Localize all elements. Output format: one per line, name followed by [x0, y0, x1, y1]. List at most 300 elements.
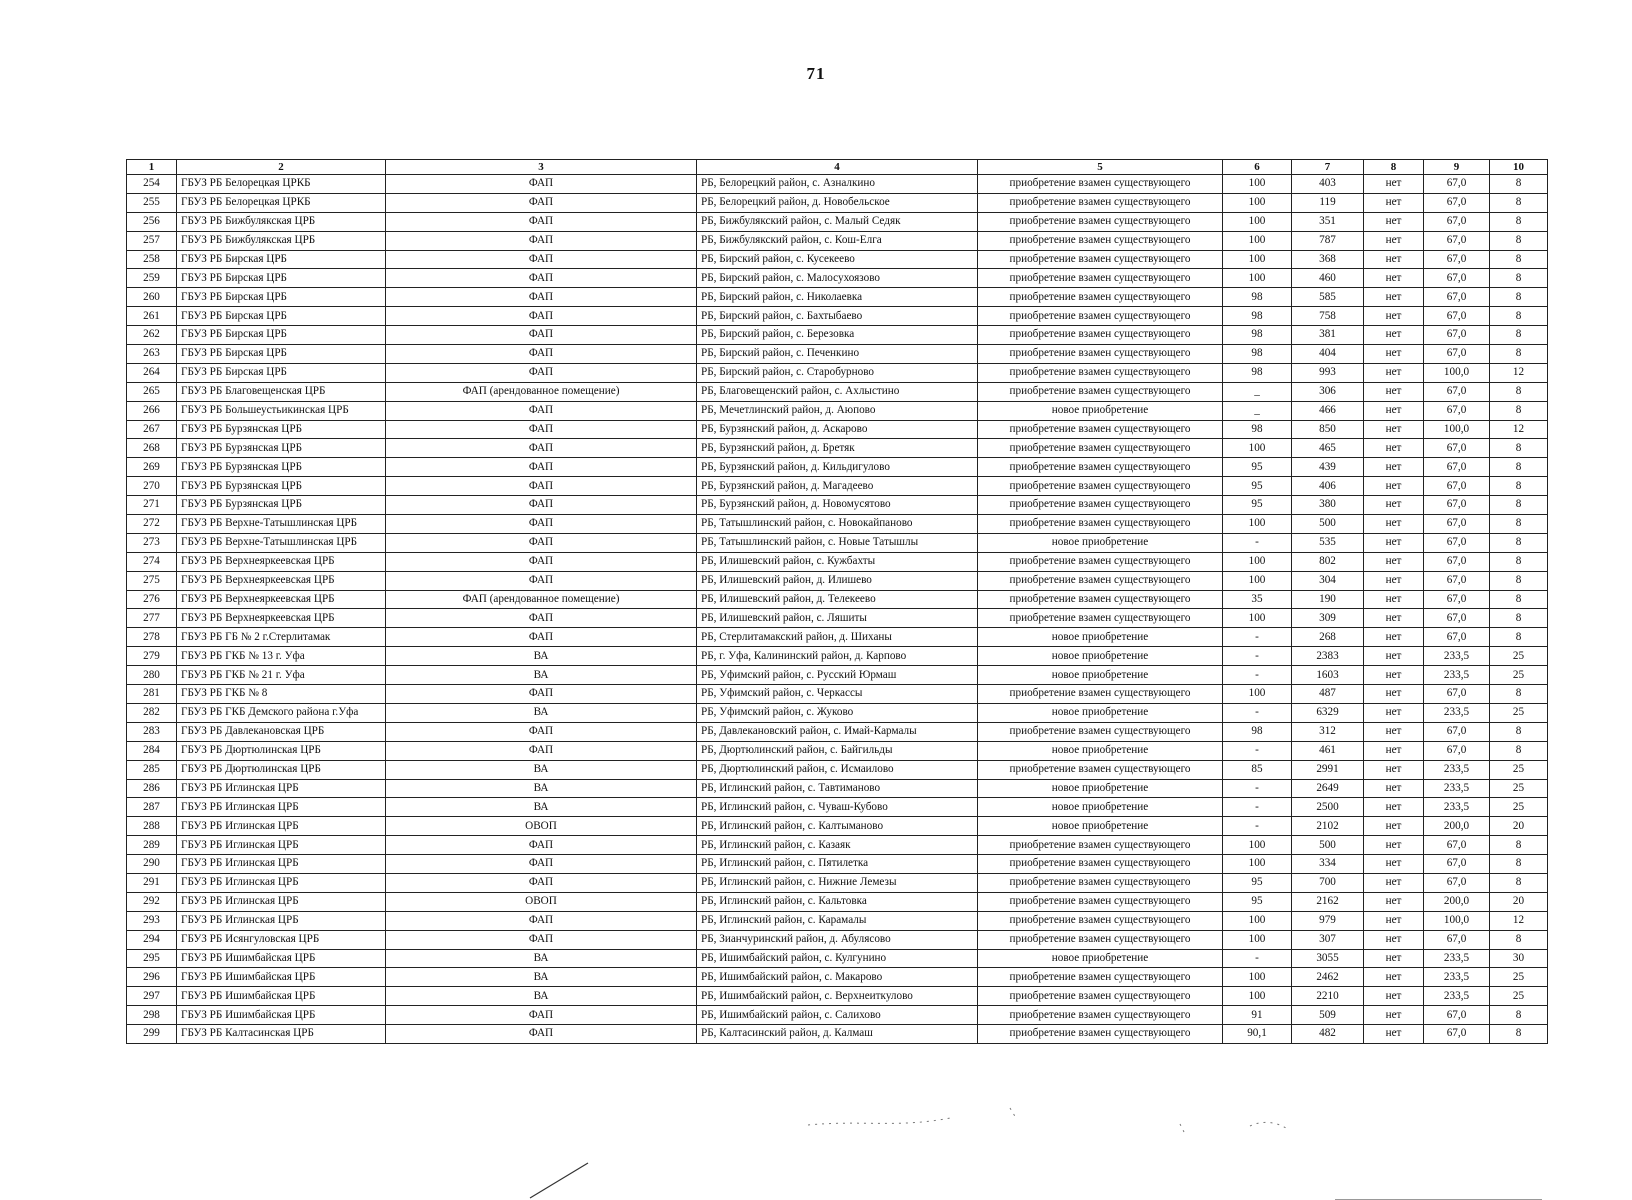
cell-population: 500	[1292, 515, 1364, 534]
cell-address: РБ, Ишимбайский район, с. Верхнеиткулово	[697, 987, 978, 1006]
cell-address: РБ, Иглинский район, с. Кальтовка	[697, 892, 978, 911]
cell-facility-type: ФАП	[386, 496, 697, 515]
cell-capacity: 8	[1490, 930, 1548, 949]
cell-cost: 67,0	[1424, 269, 1490, 288]
cell-address: РБ, Уфимский район, с. Жуково	[697, 703, 978, 722]
cell-wear-percent: 100	[1223, 911, 1292, 930]
cell-institution: ГБУЗ РБ Бижбулякская ЦРБ	[177, 212, 386, 231]
cell-wear-percent: 100	[1223, 571, 1292, 590]
cell-address: РБ, Бурзянский район, д. Новомусятово	[697, 496, 978, 515]
cell-institution: ГБУЗ РБ ГКБ № 21 г. Уфа	[177, 666, 386, 685]
cell-capacity: 25	[1490, 798, 1548, 817]
cell-address: РБ, Давлекановский район, с. Имай-Кармалы	[697, 722, 978, 741]
cell-acquisition-type: приобретение взамен существующего	[978, 212, 1223, 231]
cell-address: РБ, Бурзянский район, д. Бретяк	[697, 439, 978, 458]
column-header-10: 10	[1490, 160, 1548, 175]
cell-institution: ГБУЗ РБ Бурзянская ЦРБ	[177, 439, 386, 458]
cell-wear-percent: _	[1223, 382, 1292, 401]
cell-acquisition-type: приобретение взамен существующего	[978, 307, 1223, 326]
cell-population: 307	[1292, 930, 1364, 949]
cell-address: РБ, Бирский район, с. Малосухоязово	[697, 269, 978, 288]
cell-population: 993	[1292, 363, 1364, 382]
cell-row-number: 292	[127, 892, 177, 911]
cell-facility-type: ФАП	[386, 401, 697, 420]
cell-institution: ГБУЗ РБ Благовещенская ЦРБ	[177, 382, 386, 401]
cell-address: РБ, Бирский район, с. Печенкино	[697, 345, 978, 364]
cell-availability: нет	[1364, 1006, 1424, 1025]
cell-capacity: 8	[1490, 382, 1548, 401]
cell-institution: ГБУЗ РБ Верхнеяркеевская ЦРБ	[177, 590, 386, 609]
cell-address: РБ, Бирский район, с. Бахтыбаево	[697, 307, 978, 326]
cell-wear-percent: 98	[1223, 307, 1292, 326]
cell-population: 309	[1292, 609, 1364, 628]
cell-address: РБ, Илишевский район, с. Кужбахты	[697, 552, 978, 571]
cell-capacity: 8	[1490, 1006, 1548, 1025]
cell-row-number: 295	[127, 949, 177, 968]
cell-acquisition-type: приобретение взамен существующего	[978, 1006, 1223, 1025]
cell-cost: 233,5	[1424, 968, 1490, 987]
cell-capacity: 25	[1490, 987, 1548, 1006]
cell-row-number: 298	[127, 1006, 177, 1025]
cell-acquisition-type: новое приобретение	[978, 949, 1223, 968]
cell-acquisition-type: приобретение взамен существующего	[978, 515, 1223, 534]
cell-acquisition-type: приобретение взамен существующего	[978, 873, 1223, 892]
cell-acquisition-type: приобретение взамен существующего	[978, 420, 1223, 439]
cell-row-number: 259	[127, 269, 177, 288]
cell-cost: 67,0	[1424, 477, 1490, 496]
cell-row-number: 265	[127, 382, 177, 401]
cell-row-number: 296	[127, 968, 177, 987]
cell-population: 758	[1292, 307, 1364, 326]
cell-address: РБ, Иглинский район, с. Нижние Лемезы	[697, 873, 978, 892]
cell-wear-percent: 98	[1223, 326, 1292, 345]
cell-wear-percent: 98	[1223, 722, 1292, 741]
cell-cost: 100,0	[1424, 363, 1490, 382]
cell-availability: нет	[1364, 212, 1424, 231]
cell-capacity: 8	[1490, 193, 1548, 212]
cell-facility-type: ФАП (арендованное помещение)	[386, 382, 697, 401]
cell-address: РБ, Дюртюлинский район, с. Байгильды	[697, 741, 978, 760]
cell-facility-type: ФАП	[386, 458, 697, 477]
cell-wear-percent: 98	[1223, 363, 1292, 382]
cell-institution: ГБУЗ РБ ГКБ № 8	[177, 685, 386, 704]
cell-address: РБ, Бижбулякский район, с. Малый Седяк	[697, 212, 978, 231]
cell-acquisition-type: приобретение взамен существующего	[978, 345, 1223, 364]
cell-wear-percent: 100	[1223, 930, 1292, 949]
cell-facility-type: ФАП	[386, 1025, 697, 1044]
cell-acquisition-type: новое приобретение	[978, 798, 1223, 817]
cell-address: РБ, Ишимбайский район, с. Салихово	[697, 1006, 978, 1025]
cell-facility-type: ФАП (арендованное помещение)	[386, 590, 697, 609]
cell-availability: нет	[1364, 779, 1424, 798]
cell-acquisition-type: приобретение взамен существующего	[978, 496, 1223, 515]
cell-wear-percent: -	[1223, 798, 1292, 817]
cell-availability: нет	[1364, 1025, 1424, 1044]
cell-acquisition-type: приобретение взамен существующего	[978, 968, 1223, 987]
cell-population: 190	[1292, 590, 1364, 609]
cell-cost: 233,5	[1424, 987, 1490, 1006]
cell-facility-type: ФАП	[386, 363, 697, 382]
cell-acquisition-type: приобретение взамен существующего	[978, 193, 1223, 212]
cell-institution: ГБУЗ РБ Бирская ЦРБ	[177, 363, 386, 382]
cell-capacity: 8	[1490, 231, 1548, 250]
cell-acquisition-type: приобретение взамен существующего	[978, 590, 1223, 609]
cell-facility-type: ФАП	[386, 533, 697, 552]
cell-population: 2102	[1292, 817, 1364, 836]
cell-wear-percent: 100	[1223, 269, 1292, 288]
cell-cost: 67,0	[1424, 722, 1490, 741]
cell-population: 2383	[1292, 647, 1364, 666]
cell-address: РБ, Илишевский район, д. Илишево	[697, 571, 978, 590]
cell-institution: ГБУЗ РБ Дюртюлинская ЦРБ	[177, 741, 386, 760]
column-header-7: 7	[1292, 160, 1364, 175]
cell-cost: 67,0	[1424, 458, 1490, 477]
cell-facility-type: ВА	[386, 647, 697, 666]
cell-population: 404	[1292, 345, 1364, 364]
cell-cost: 67,0	[1424, 401, 1490, 420]
cell-availability: нет	[1364, 609, 1424, 628]
cell-population: 1603	[1292, 666, 1364, 685]
cell-institution: ГБУЗ РБ Иглинская ЦРБ	[177, 798, 386, 817]
cell-availability: нет	[1364, 401, 1424, 420]
cell-availability: нет	[1364, 269, 1424, 288]
cell-capacity: 8	[1490, 175, 1548, 194]
cell-availability: нет	[1364, 930, 1424, 949]
cell-cost: 67,0	[1424, 212, 1490, 231]
cell-institution: ГБУЗ РБ Большеустьикинская ЦРБ	[177, 401, 386, 420]
cell-facility-type: ОВОП	[386, 892, 697, 911]
cell-acquisition-type: новое приобретение	[978, 401, 1223, 420]
cell-institution: ГБУЗ РБ Бирская ЦРБ	[177, 250, 386, 269]
cell-facility-type: ФАП	[386, 250, 697, 269]
cell-row-number: 280	[127, 666, 177, 685]
cell-row-number: 290	[127, 855, 177, 874]
cell-wear-percent: 100	[1223, 836, 1292, 855]
cell-wear-percent: 35	[1223, 590, 1292, 609]
cell-facility-type: ФАП	[386, 571, 697, 590]
cell-cost: 67,0	[1424, 345, 1490, 364]
cell-availability: нет	[1364, 326, 1424, 345]
cell-facility-type: ФАП	[386, 269, 697, 288]
cell-institution: ГБУЗ РБ Калтасинская ЦРБ	[177, 1025, 386, 1044]
cell-capacity: 8	[1490, 212, 1548, 231]
cell-row-number: 299	[127, 1025, 177, 1044]
cell-availability: нет	[1364, 703, 1424, 722]
column-header-8: 8	[1364, 160, 1424, 175]
cell-acquisition-type: приобретение взамен существующего	[978, 722, 1223, 741]
cell-population: 535	[1292, 533, 1364, 552]
cell-population: 2210	[1292, 987, 1364, 1006]
cell-availability: нет	[1364, 722, 1424, 741]
cell-facility-type: ФАП	[386, 307, 697, 326]
cell-capacity: 8	[1490, 571, 1548, 590]
cell-row-number: 289	[127, 836, 177, 855]
cell-cost: 100,0	[1424, 911, 1490, 930]
cell-availability: нет	[1364, 496, 1424, 515]
cell-capacity: 8	[1490, 250, 1548, 269]
cell-capacity: 8	[1490, 477, 1548, 496]
cell-population: 380	[1292, 496, 1364, 515]
cell-capacity: 8	[1490, 741, 1548, 760]
cell-wear-percent: _	[1223, 401, 1292, 420]
cell-row-number: 262	[127, 326, 177, 345]
cell-wear-percent: 95	[1223, 873, 1292, 892]
cell-institution: ГБУЗ РБ Бирская ЦРБ	[177, 326, 386, 345]
cell-capacity: 25	[1490, 703, 1548, 722]
cell-facility-type: ФАП	[386, 741, 697, 760]
cell-cost: 67,0	[1424, 930, 1490, 949]
cell-row-number: 284	[127, 741, 177, 760]
cell-wear-percent: 100	[1223, 250, 1292, 269]
cell-address: РБ, Бижбулякский район, с. Кош-Елга	[697, 231, 978, 250]
cell-institution: ГБУЗ РБ Иглинская ЦРБ	[177, 873, 386, 892]
cell-population: 585	[1292, 288, 1364, 307]
cell-capacity: 25	[1490, 760, 1548, 779]
cell-wear-percent: 98	[1223, 288, 1292, 307]
cell-acquisition-type: приобретение взамен существующего	[978, 477, 1223, 496]
cell-row-number: 288	[127, 817, 177, 836]
cell-population: 979	[1292, 911, 1364, 930]
cell-capacity: 8	[1490, 458, 1548, 477]
cell-capacity: 8	[1490, 288, 1548, 307]
cell-address: РБ, г. Уфа, Калининский район, д. Карпово	[697, 647, 978, 666]
cell-address: РБ, Белорецкий район, д. Новобельское	[697, 193, 978, 212]
cell-population: 461	[1292, 741, 1364, 760]
cell-availability: нет	[1364, 193, 1424, 212]
cell-institution: ГБУЗ РБ Иглинская ЦРБ	[177, 779, 386, 798]
cell-institution: ГБУЗ РБ Бурзянская ЦРБ	[177, 496, 386, 515]
cell-population: 460	[1292, 269, 1364, 288]
cell-capacity: 12	[1490, 363, 1548, 382]
cell-acquisition-type: приобретение взамен существующего	[978, 363, 1223, 382]
cell-acquisition-type: новое приобретение	[978, 666, 1223, 685]
cell-wear-percent: 100	[1223, 212, 1292, 231]
cell-row-number: 277	[127, 609, 177, 628]
cell-facility-type: ВА	[386, 703, 697, 722]
cell-acquisition-type: приобретение взамен существующего	[978, 609, 1223, 628]
cell-wear-percent: -	[1223, 533, 1292, 552]
cell-wear-percent: 98	[1223, 420, 1292, 439]
cell-acquisition-type: новое приобретение	[978, 779, 1223, 798]
cell-wear-percent: 100	[1223, 193, 1292, 212]
cell-row-number: 271	[127, 496, 177, 515]
cell-capacity: 8	[1490, 685, 1548, 704]
cell-availability: нет	[1364, 817, 1424, 836]
cell-acquisition-type: новое приобретение	[978, 741, 1223, 760]
cell-availability: нет	[1364, 439, 1424, 458]
cell-address: РБ, Дюртюлинский район, с. Исмаилово	[697, 760, 978, 779]
cell-capacity: 25	[1490, 647, 1548, 666]
cell-capacity: 20	[1490, 817, 1548, 836]
cell-row-number: 255	[127, 193, 177, 212]
cell-population: 268	[1292, 628, 1364, 647]
cell-cost: 67,0	[1424, 571, 1490, 590]
cell-availability: нет	[1364, 855, 1424, 874]
cell-population: 787	[1292, 231, 1364, 250]
cell-wear-percent: 98	[1223, 345, 1292, 364]
cell-capacity: 8	[1490, 326, 1548, 345]
cell-capacity: 12	[1490, 420, 1548, 439]
cell-population: 3055	[1292, 949, 1364, 968]
cell-population: 700	[1292, 873, 1364, 892]
cell-wear-percent: -	[1223, 741, 1292, 760]
cell-acquisition-type: приобретение взамен существующего	[978, 987, 1223, 1006]
cell-capacity: 30	[1490, 949, 1548, 968]
cell-facility-type: ФАП	[386, 855, 697, 874]
cell-availability: нет	[1364, 458, 1424, 477]
cell-population: 2991	[1292, 760, 1364, 779]
cell-acquisition-type: приобретение взамен существующего	[978, 288, 1223, 307]
cell-wear-percent: -	[1223, 666, 1292, 685]
cell-availability: нет	[1364, 987, 1424, 1006]
cell-availability: нет	[1364, 666, 1424, 685]
cell-facility-type: ФАП	[386, 552, 697, 571]
cell-availability: нет	[1364, 760, 1424, 779]
cell-facility-type: ВА	[386, 798, 697, 817]
cell-institution: ГБУЗ РБ Иглинская ЦРБ	[177, 855, 386, 874]
cell-capacity: 8	[1490, 345, 1548, 364]
column-header-6: 6	[1223, 160, 1292, 175]
cell-address: РБ, Бурзянский район, д. Магадеево	[697, 477, 978, 496]
cell-wear-percent: 95	[1223, 477, 1292, 496]
cell-institution: ГБУЗ РБ ГБ № 2 г.Стерлитамак	[177, 628, 386, 647]
cell-row-number: 269	[127, 458, 177, 477]
cell-acquisition-type: новое приобретение	[978, 628, 1223, 647]
cell-institution: ГБУЗ РБ Верхне-Татышлинская ЦРБ	[177, 533, 386, 552]
cell-wear-percent: 95	[1223, 892, 1292, 911]
cell-cost: 233,5	[1424, 666, 1490, 685]
cell-capacity: 8	[1490, 515, 1548, 534]
cell-population: 487	[1292, 685, 1364, 704]
cell-capacity: 8	[1490, 628, 1548, 647]
cell-wear-percent: 100	[1223, 855, 1292, 874]
cell-capacity: 8	[1490, 533, 1548, 552]
page-number: 71	[806, 64, 826, 83]
cell-acquisition-type: приобретение взамен существующего	[978, 836, 1223, 855]
cell-population: 403	[1292, 175, 1364, 194]
cell-acquisition-type: новое приобретение	[978, 703, 1223, 722]
cell-institution: ГБУЗ РБ Верхне-Татышлинская ЦРБ	[177, 515, 386, 534]
cell-facility-type: ФАП	[386, 515, 697, 534]
cell-facility-type: ВА	[386, 666, 697, 685]
cell-address: РБ, Ишимбайский район, с. Кулгунино	[697, 949, 978, 968]
cell-wear-percent: -	[1223, 703, 1292, 722]
cell-institution: ГБУЗ РБ Ишимбайская ЦРБ	[177, 968, 386, 987]
cell-acquisition-type: новое приобретение	[978, 533, 1223, 552]
cell-availability: нет	[1364, 968, 1424, 987]
cell-population: 850	[1292, 420, 1364, 439]
cell-facility-type: ФАП	[386, 836, 697, 855]
cell-institution: ГБУЗ РБ Бурзянская ЦРБ	[177, 420, 386, 439]
cell-wear-percent: 95	[1223, 458, 1292, 477]
cell-cost: 67,0	[1424, 628, 1490, 647]
cell-institution: ГБУЗ РБ Бурзянская ЦРБ	[177, 477, 386, 496]
cell-row-number: 257	[127, 231, 177, 250]
cell-institution: ГБУЗ РБ Бирская ЦРБ	[177, 307, 386, 326]
cell-cost: 67,0	[1424, 855, 1490, 874]
cell-cost: 67,0	[1424, 685, 1490, 704]
cell-facility-type: ФАП	[386, 873, 697, 892]
cell-row-number: 275	[127, 571, 177, 590]
cell-institution: ГБУЗ РБ Ишимбайская ЦРБ	[177, 1006, 386, 1025]
cell-cost: 67,0	[1424, 193, 1490, 212]
cell-facility-type: ВА	[386, 987, 697, 1006]
cell-row-number: 283	[127, 722, 177, 741]
cell-address: РБ, Благовещенский район, с. Ахлыстино	[697, 382, 978, 401]
cell-capacity: 20	[1490, 892, 1548, 911]
cell-row-number: 291	[127, 873, 177, 892]
cell-institution: ГБУЗ РБ Верхнеяркеевская ЦРБ	[177, 552, 386, 571]
cell-address: РБ, Стерлитамакский район, д. Шиханы	[697, 628, 978, 647]
cell-address: РБ, Иглинский район, с. Тавтиманово	[697, 779, 978, 798]
cell-cost: 67,0	[1424, 1006, 1490, 1025]
cell-cost: 67,0	[1424, 836, 1490, 855]
cell-cost: 233,5	[1424, 647, 1490, 666]
cell-availability: нет	[1364, 685, 1424, 704]
cell-population: 381	[1292, 326, 1364, 345]
cell-institution: ГБУЗ РБ Исянгуловская ЦРБ	[177, 930, 386, 949]
cell-capacity: 8	[1490, 496, 1548, 515]
cell-row-number: 281	[127, 685, 177, 704]
cell-row-number: 279	[127, 647, 177, 666]
cell-facility-type: ВА	[386, 779, 697, 798]
cell-institution: ГБУЗ РБ Верхнеяркеевская ЦРБ	[177, 571, 386, 590]
cell-availability: нет	[1364, 741, 1424, 760]
cell-cost: 67,0	[1424, 231, 1490, 250]
column-header-2: 2	[177, 160, 386, 175]
cell-cost: 67,0	[1424, 873, 1490, 892]
cell-availability: нет	[1364, 363, 1424, 382]
cell-acquisition-type: приобретение взамен существующего	[978, 930, 1223, 949]
cell-acquisition-type: приобретение взамен существующего	[978, 571, 1223, 590]
cell-facility-type: ФАП	[386, 609, 697, 628]
cell-cost: 67,0	[1424, 382, 1490, 401]
cell-institution: ГБУЗ РБ ГКБ № 13 г. Уфа	[177, 647, 386, 666]
cell-cost: 233,5	[1424, 703, 1490, 722]
cell-facility-type: ФАП	[386, 326, 697, 345]
cell-population: 2162	[1292, 892, 1364, 911]
cell-availability: нет	[1364, 628, 1424, 647]
cell-facility-type: ФАП	[386, 1006, 697, 1025]
cell-availability: нет	[1364, 798, 1424, 817]
cell-acquisition-type: новое приобретение	[978, 817, 1223, 836]
cell-cost: 233,5	[1424, 779, 1490, 798]
cell-capacity: 12	[1490, 911, 1548, 930]
cell-population: 6329	[1292, 703, 1364, 722]
cell-acquisition-type: приобретение взамен существующего	[978, 458, 1223, 477]
cell-row-number: 263	[127, 345, 177, 364]
cell-address: РБ, Илишевский район, с. Ляшиты	[697, 609, 978, 628]
cell-population: 466	[1292, 401, 1364, 420]
cell-population: 2500	[1292, 798, 1364, 817]
cell-facility-type: ФАП	[386, 212, 697, 231]
cell-availability: нет	[1364, 345, 1424, 364]
cell-address: РБ, Белорецкий район, с. Азналкино	[697, 175, 978, 194]
cell-capacity: 25	[1490, 666, 1548, 685]
cell-institution: ГБУЗ РБ Бижбулякская ЦРБ	[177, 231, 386, 250]
cell-address: РБ, Татышлинский район, с. Новые Татышлы	[697, 533, 978, 552]
cell-availability: нет	[1364, 382, 1424, 401]
cell-acquisition-type: приобретение взамен существующего	[978, 552, 1223, 571]
cell-availability: нет	[1364, 288, 1424, 307]
cell-acquisition-type: приобретение взамен существующего	[978, 911, 1223, 930]
column-header-5: 5	[978, 160, 1223, 175]
cell-availability: нет	[1364, 873, 1424, 892]
cell-address: РБ, Бурзянский район, д. Аскарово	[697, 420, 978, 439]
cell-address: РБ, Иглинский район, с. Казаяк	[697, 836, 978, 855]
cell-cost: 67,0	[1424, 515, 1490, 534]
cell-wear-percent: 100	[1223, 231, 1292, 250]
